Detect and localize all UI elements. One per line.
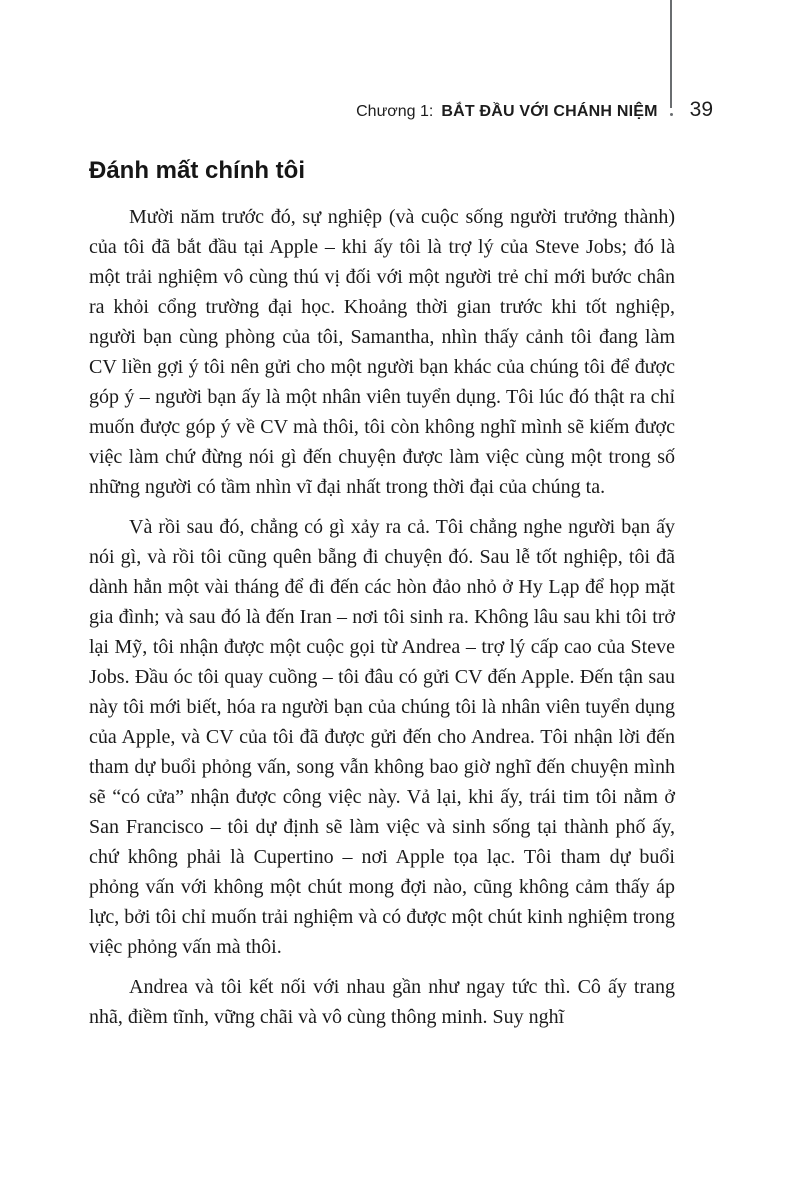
chapter-label: Chương 1: — [356, 103, 434, 120]
paragraph: Và rồi sau đó, chẳng có gì xảy ra cả. Tôi chẳng nghe người bạn ấy nói gì, và rồi tôi cũng quên bẵng đi chuyện đó. Sau lễ tốt nghiệp, tôi đã dành hẳn một vài tháng để đi đến các hòn đảo nhỏ ở Hy Lạp để họp mặt gia đình; và sau đó là đến Iran – nơi tôi sinh ra. Không lâu sau khi tôi trở lại Mỹ, tôi nhận được một cuộc gọi từ Andrea – trợ lý cấp cao của Steve Jobs. Đầu óc tôi quay cuồng – tôi đâu có gửi CV đến Apple. Đến tận sau này tôi mới biết, hóa ra người bạn của chúng tôi là nhân viên tuyển dụng của Apple, và CV của tôi đã được gửi đến cho Andrea. Tôi nhận lời đến tham dự buổi phỏng vấn, song vẫn không bao giờ nghĩ đến chuyện mình sẽ “có cửa” nhận được công việc này. Vả lại, khi ấy, trái tim tôi nằm ở San Francisco – tôi dự định sẽ làm việc và sinh sống tại thành phố ấy, chứ không phải là Cupertino – nơi Apple tọa lạc. Tôi tham dự buổi phỏng vấn với không một chút mong đợi nào, cũng không cảm thấy áp lực, bởi tôi chỉ muốn trải nghiệm và có được một chút kinh nghiệm trong việc phỏng vấn mà thôi. — [89, 516, 675, 958]
paragraph: Andrea và tôi kết nối với nhau gần như ngay tức thì. Cô ấy trang nhã, điềm tĩnh, vững chãi và vô cùng thông minh. Suy nghĩ — [89, 976, 675, 1028]
body-text — [89, 202, 675, 1032]
running-head — [89, 98, 713, 122]
header-rule — [670, 0, 672, 108]
page-number: 39 — [689, 98, 713, 121]
section-heading: Đánh mất chính tôi — [89, 157, 305, 184]
chapter-title: BẮT ĐẦU VỚI CHÁNH NIỆM — [441, 103, 658, 120]
paragraph: Mười năm trước đó, sự nghiệp (và cuộc sống người trưởng thành) của tôi đã bắt đầu tại Apple – khi ấy tôi là trợ lý của Steve Jobs; đó là một trải nghiệm vô cùng thú vị đối với một người trẻ chỉ mới bước chân ra khỏi cổng trường đại học. Khoảng thời gian trước khi tốt nghiệp, người bạn cùng phòng của tôi, Samantha, nhìn thấy cảnh tôi đang làm CV liền gợi ý tôi nên gửi cho một người bạn khác của chúng tôi để được góp ý – người bạn ấy là một nhân viên tuyển dụng. Tôi lúc đó thật ra chỉ muốn được góp ý về CV mà thôi, tôi còn không nghĩ mình sẽ kiếm được việc làm chứ đừng nói gì đến chuyện được làm việc cùng một trong số những người có tầm nhìn vĩ đại nhất trong thời đại của chúng ta. — [89, 206, 675, 498]
